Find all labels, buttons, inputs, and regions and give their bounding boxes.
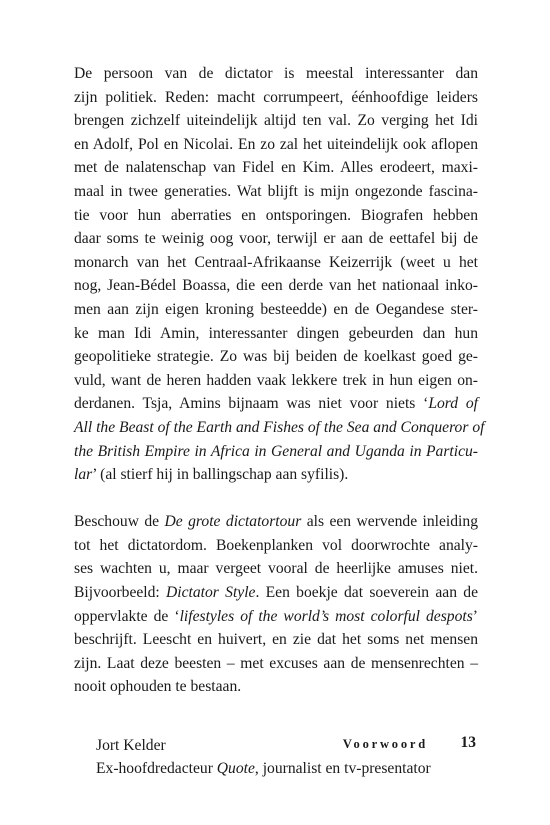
text-line: [74, 463, 478, 487]
signature-role: [96, 757, 478, 781]
text-segment: derdanen. Tsja, Amins bijnaam was niet voor niets ‘: [74, 395, 429, 413]
text-segment: als een wervende inleiding: [301, 513, 478, 531]
text-segment: men aan zijn eigen kroning besteedde) en de Oegandese ster-: [74, 300, 478, 318]
italic-segment: De grote dictatortour: [164, 513, 302, 531]
text-line: [74, 675, 478, 699]
italic-segment: lar: [74, 466, 93, 484]
text-line: [74, 274, 478, 298]
text-line: [74, 227, 478, 251]
text-segment: maal in twee generaties. Wat blijft is mijn ongezonde fascina-: [74, 182, 478, 200]
text-segment: vuld, want de heren hadden vaak lekkere trek in hun eigen on-: [74, 371, 478, 389]
text-segment: De persoon van de dictator is meestal interessanter dan: [74, 65, 478, 82]
text-segment: ’ (al stierf hij in ballingschap aan syfilis).: [92, 466, 349, 484]
text-line: [74, 510, 478, 534]
text-segment: zijn. Laat deze beesten – met excuses aan de mensenrechten –: [74, 654, 478, 672]
text-line: [74, 440, 478, 464]
italic-segment: lifestyles of the world’s most colorful despots: [179, 607, 473, 625]
role-prefix: Ex-hoofdredacteur: [96, 760, 217, 778]
text-line: [74, 298, 478, 322]
text-line: [74, 322, 478, 346]
role-suffix: , journalist en tv-presentator: [254, 760, 431, 778]
paragraph-1: [74, 62, 485, 487]
text-segment: ’: [472, 607, 478, 625]
text-line: [74, 204, 478, 228]
paragraph-gap: [74, 487, 478, 511]
text-segment: brengen zichzelf uiteindelijk altijd ten val. Zo verging het Idi: [74, 112, 478, 130]
text-line: [74, 557, 478, 581]
text-line: [74, 133, 478, 157]
role-publication: Quote: [216, 760, 255, 778]
text-segment: geopolitieke strategie. Zo was bij beiden de koelkast goed ge-: [74, 348, 478, 366]
text-line: [74, 62, 478, 86]
text-line: [74, 180, 478, 204]
text-segment: met de nalatenschap van Fidel en Kim. Alles erodeert, maxi-: [74, 159, 478, 177]
text-segment: en Adolf, Pol en Nicolai. En zo zal het uiteindelijk ook aflopen: [74, 135, 478, 153]
text-line: [74, 369, 478, 393]
body-text: [74, 62, 485, 781]
text-segment: nooit ophouden te bestaan.: [74, 678, 242, 696]
text-segment: Bijvoorbeeld:: [74, 584, 167, 602]
paragraph-2: [74, 510, 478, 699]
text-line: [74, 534, 478, 558]
text-segment: oppervlakte de ‘: [74, 607, 180, 625]
italic-segment: All the Beast of the Earth and Fishes of the Sea and Conqueror of: [74, 418, 485, 436]
page-number: 13: [460, 734, 476, 751]
text-segment: tie voor hun aberraties en ontsporingen. Biografen hebben: [74, 206, 478, 224]
italic-segment: Lord of: [428, 395, 478, 413]
signature-name: Jort Kelder: [96, 736, 166, 754]
text-line: [74, 605, 478, 629]
italic-segment: the British Empire in Africa in General and Uganda in Particu-: [74, 442, 478, 460]
text-line: [74, 416, 485, 440]
text-segment: zijn politiek. Reden: macht corrumpeert, éénhoofdige leiders: [74, 88, 478, 106]
text-line: [74, 251, 478, 275]
text-line: [74, 628, 478, 652]
text-segment: ke man Idi Amin, interessanter dingen gebeurden dan hun: [74, 324, 478, 342]
paragraph-gap: [74, 699, 478, 723]
text-line: [74, 86, 478, 110]
running-footer-section: Voorwoord: [342, 737, 428, 751]
text-line: [74, 392, 478, 416]
text-line: [74, 156, 478, 180]
text-segment: monarch van het Centraal-Afrikaanse Keizerrijk (weet u het: [74, 253, 478, 271]
text-segment: tot het dictatordom. Boekenplanken vol doorwrochte analy-: [74, 536, 478, 554]
text-segment: ses wachten u, maar vergeet vooral de heerlijke amuses niet.: [74, 560, 478, 578]
text-segment: daar soms te weinig oog voor, terwijl er aan de eettafel bij de: [74, 230, 478, 248]
text-segment: Beschouw de: [74, 513, 165, 531]
text-segment: . Een boekje dat soeverein aan de: [255, 584, 478, 602]
text-line: [74, 345, 478, 369]
text-segment: nog, Jean-Bédel Boassa, die een derde van het nationaal inko-: [74, 277, 478, 295]
italic-segment: Dictator Style: [166, 584, 256, 602]
text-line: [74, 581, 478, 605]
text-line: [74, 109, 478, 133]
text-line: [74, 652, 478, 676]
text-segment: beschrijft. Leescht en huivert, en zie dat het soms net mensen: [74, 631, 478, 649]
